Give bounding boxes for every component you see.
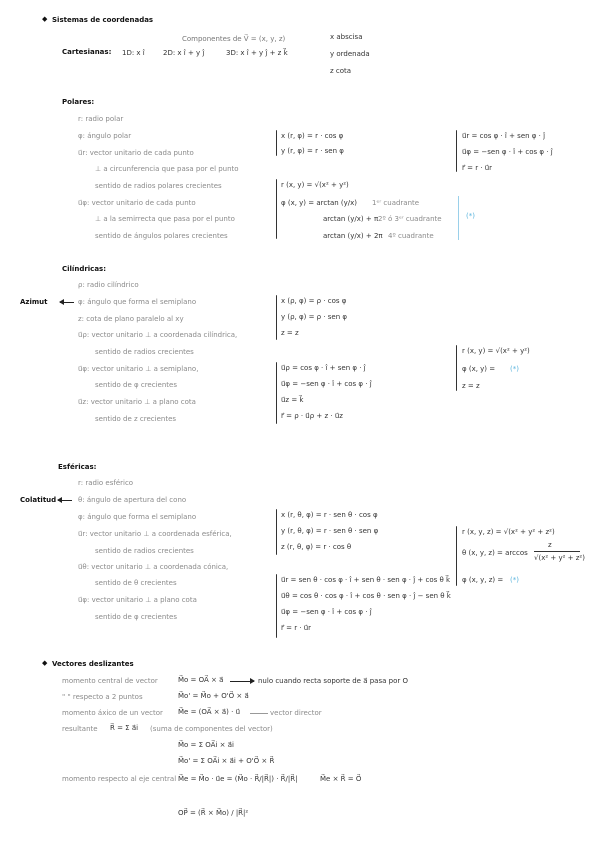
- spherical-item: sentido de θ crecientes: [95, 579, 177, 587]
- polar-item: sentido de ángulos polares crecientes: [95, 232, 228, 240]
- cyl-eq-z: z = z: [281, 329, 299, 337]
- brace: [276, 362, 277, 424]
- polar-eq-phi-3: arctan (y/x) + 2π: [323, 232, 383, 240]
- cyl-inv-phi: φ (x, y) =: [462, 365, 496, 373]
- cyl-eq-x: x (ρ, φ) = ρ · cos φ: [281, 297, 347, 305]
- sliding-eq: M⃗o' = Σ OA⃗i × a⃗i + O'O⃗ × R⃗: [178, 757, 275, 765]
- sph-unit-theta: u⃗θ = cos θ · cos φ · î + cos θ · sen φ · ĵ − sen θ k⃗: [281, 592, 451, 600]
- polar-item: φ: ángulo polar: [78, 132, 132, 140]
- components-note: Componentes de V⃗ = (x, y, z): [182, 35, 286, 43]
- cyl-unit-phi: u⃗φ = −sen φ · î + cos φ · ĵ: [281, 380, 372, 388]
- cylindrical-item: φ: ángulo que forma el semiplano: [78, 298, 197, 306]
- sph-unit-r: u⃗r = sen θ · cos φ · î + sen θ · sen φ · ĵ + cos θ k⃗: [281, 576, 451, 584]
- cylindrical-item: sentido de radios crecientes: [95, 348, 194, 356]
- sliding-label: " " respecto a 2 puntos: [62, 693, 143, 701]
- cartesian-3d: 3D: x î + y ĵ + z k⃗: [226, 49, 288, 57]
- brace: [456, 526, 457, 586]
- cylindrical-item: u⃗ρ: vector unitario ⊥ a coordenada cilíndrica,: [78, 331, 238, 339]
- cartesian-2d: 2D: x î + y ĵ: [163, 49, 205, 57]
- sliding-note: M⃗e × R⃗ = O⃗: [320, 775, 362, 783]
- fraction-denominator: √(x² + y² + z²): [534, 554, 585, 562]
- fraction-numerator: z: [548, 541, 552, 549]
- sliding-eq: M⃗e = (OA⃗ × a⃗) · u⃗: [178, 708, 241, 716]
- sliding-eq: M⃗e = M⃗o · u⃗e = (M⃗o · R⃗/|R⃗|) · R⃗/|R⃗|: [178, 775, 298, 783]
- cylindrical-item: u⃗φ: vector unitario ⊥ a semiplano,: [78, 365, 199, 373]
- spherical-item: sentido de radios crecientes: [95, 547, 194, 555]
- cyl-inv-r: r (x, y) = √(x² + y²): [462, 347, 530, 355]
- polar-eq-x: x (r, φ) = r · cos φ: [281, 132, 344, 140]
- polar-unit-phi: u⃗φ = −sen φ · î + cos φ · ĵ: [462, 148, 553, 156]
- cartesian-1d: 1D: x î: [122, 49, 145, 57]
- sliding-eq: M⃗o = OA⃗ × a⃗: [178, 676, 224, 684]
- spherical-item: u⃗θ: vector unitario ⊥ a coordenada cónica,: [78, 563, 229, 571]
- brace: [456, 130, 457, 172]
- brace: [276, 509, 277, 555]
- sliding-title: Vectores deslizantes: [52, 660, 134, 668]
- polar-item: ⊥ a circunferencia que pasa por el punto: [95, 165, 239, 173]
- polar-eq-phi: φ (x, y) = arctan (y/x): [281, 199, 358, 207]
- cylindrical-item: ρ: radio cilíndrico: [78, 281, 139, 289]
- sliding-eq: M⃗o = Σ OA⃗i × a⃗i: [178, 741, 234, 749]
- reference-mark: (*): [466, 212, 475, 220]
- brace: [276, 130, 277, 156]
- sph-position: r⃗ = r · u⃗r: [281, 624, 312, 632]
- section-bullet: ◆: [42, 659, 48, 667]
- spherical-item: φ: ángulo que forma el semiplano: [78, 513, 197, 521]
- spherical-item: θ: ángulo de apertura del cono: [78, 496, 187, 504]
- arrow-right-icon: [230, 681, 254, 682]
- y-axis-note: y ordenada: [330, 50, 370, 58]
- connector-line: [250, 713, 268, 714]
- sliding-eq: OP⃗ = (R⃗ × M⃗o) / |R⃗|²: [178, 809, 249, 817]
- quadrant-note: 2º ó 3ᵉʳ cuadrante: [378, 215, 442, 223]
- polar-eq-y: y (r, φ) = r · sen φ: [281, 147, 344, 155]
- quadrant-note: 1ᵉʳ cuadrante: [372, 199, 420, 207]
- brace: [456, 345, 457, 391]
- sph-inv-theta: θ (x, y, z) = arccos: [462, 549, 528, 557]
- polar-item: sentido de radios polares crecientes: [95, 182, 222, 190]
- polar-unit-r: u⃗r = cos φ · î + sen φ · ĵ: [462, 132, 546, 140]
- sliding-label: momento respecto al eje central: [62, 775, 177, 783]
- sph-inv-phi: φ (x, y, z) =: [462, 576, 504, 584]
- spherical-item: sentido de φ crecientes: [95, 613, 177, 621]
- colatitud-label: Colatitud: [20, 496, 57, 504]
- cyl-unit-z: u⃗z = k⃗: [281, 396, 304, 404]
- polar-position: r⃗ = r · u⃗r: [462, 164, 493, 172]
- sliding-note: (suma de componentes del vector): [150, 725, 273, 733]
- brace: [276, 179, 277, 239]
- sliding-label: resultante: [62, 725, 98, 733]
- polar-item: r: radio polar: [78, 115, 124, 123]
- sph-unit-phi: u⃗φ = −sen φ · î + cos φ · ĵ: [281, 608, 372, 616]
- sliding-label: momento central de vector: [62, 677, 158, 685]
- polar-title: Polares:: [62, 98, 95, 106]
- polar-item: u⃗r: vector unitario de cada punto: [78, 149, 194, 157]
- cylindrical-item: sentido de z crecientes: [95, 415, 177, 423]
- section-bullet: ◆: [42, 15, 48, 23]
- spherical-title: Esféricas:: [58, 463, 97, 471]
- sliding-note: nulo cuando recta soporte de a⃗ pasa por O: [258, 677, 408, 685]
- brace: [276, 295, 277, 340]
- cylindrical-title: Cilíndricas:: [62, 265, 107, 273]
- sliding-label: momento áxico de un vector: [62, 709, 163, 717]
- sliding-eq: R⃗ = Σ a⃗i: [110, 724, 139, 732]
- section-title-coordinates: Sistemas de coordenadas: [52, 16, 154, 24]
- z-axis-note: z cota: [330, 67, 352, 75]
- x-axis-note: x abscisa: [330, 33, 363, 41]
- reference-mark: (*): [510, 576, 519, 584]
- sliding-note: vector director: [270, 709, 322, 717]
- cyl-inv-z: z = z: [462, 382, 480, 390]
- spherical-item: u⃗φ: vector unitario ⊥ a plano cota: [78, 596, 197, 604]
- reference-mark: (*): [510, 365, 519, 373]
- sph-eq-z: z (r, θ, φ) = r · cos θ: [281, 543, 352, 551]
- arrow-left-icon: [60, 302, 74, 303]
- fraction-bar: [534, 551, 580, 552]
- cartesian-label: Cartesianas:: [62, 48, 112, 56]
- cylindrical-item: u⃗z: vector unitario ⊥ a plano cota: [78, 398, 196, 406]
- cyl-eq-y: y (ρ, φ) = ρ · sen φ: [281, 313, 348, 321]
- spherical-item: r: radio esférico: [78, 479, 134, 487]
- sph-eq-x: x (r, θ, φ) = r · sen θ · cos φ: [281, 511, 378, 519]
- brace: [276, 574, 277, 638]
- blue-bracket: [458, 196, 459, 240]
- polar-eq-r: r (x, y) = √(x² + y²): [281, 181, 349, 189]
- sph-inv-r: r (x, y, z) = √(x² + y² + z²): [462, 528, 555, 536]
- sliding-eq: M⃗o' = M⃗o + O'O⃗ × a⃗: [178, 692, 249, 700]
- cyl-unit-rho: u⃗ρ = cos φ · î + sen φ · ĵ: [281, 364, 366, 372]
- spherical-item: u⃗r: vector unitario ⊥ a coordenada esférica,: [78, 530, 232, 538]
- polar-item: ⊥ a la semirrecta que pasa por el punto: [95, 215, 235, 223]
- quadrant-note: 4º cuadrante: [388, 232, 434, 240]
- arrow-left-icon: [58, 500, 72, 501]
- polar-eq-phi-2: arctan (y/x) + π: [323, 215, 379, 223]
- polar-item: u⃗φ: vector unitario de cada punto: [78, 199, 196, 207]
- azimut-label: Azimut: [20, 298, 48, 306]
- cyl-position: r⃗ = ρ · u⃗ρ + z · u⃗z: [281, 412, 343, 420]
- sph-eq-y: y (r, θ, φ) = r · sen θ · sen φ: [281, 527, 379, 535]
- cylindrical-item: sentido de φ crecientes: [95, 381, 177, 389]
- cylindrical-item: z: cota de plano paralelo al xy: [78, 315, 184, 323]
